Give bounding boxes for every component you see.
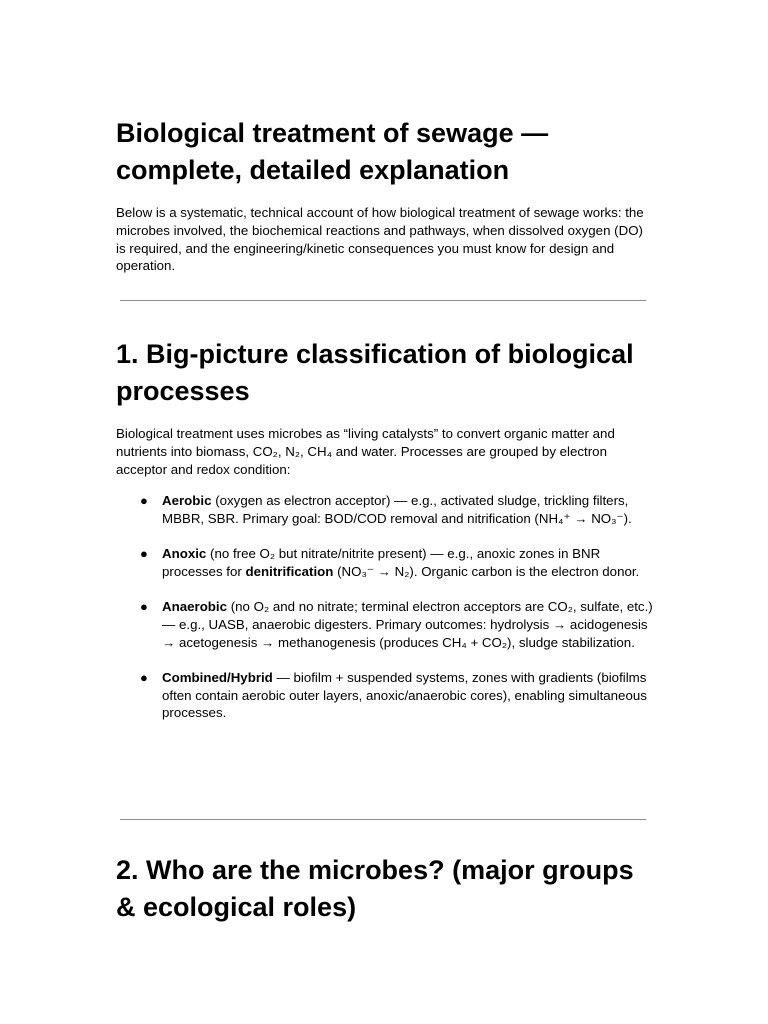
section-2-heading: 2. Who are the microbes? (major groups & ecological roles) bbox=[116, 855, 634, 922]
bullet-text: (no O₂ and no nitrate; terminal electron acceptors are CO₂, sulfate, etc.) — e.g., UASB, anaerobic digesters. Primary outcomes: hydrolysis → acidogenesis → acetogenesis → methanogenesis (produces CH₄ + CO₂), sludge stabilization. bbox=[162, 598, 653, 650]
list-item-combined-hybrid bbox=[116, 669, 656, 722]
bullet-text: (no free O₂ but nitrate/nitrite present) — e.g., anoxic zones in BNR processes for bbox=[162, 545, 601, 579]
section-divider bbox=[120, 300, 646, 301]
bullet-term: Anoxic bbox=[162, 545, 207, 561]
bullet-inline-term: denitrification bbox=[245, 563, 334, 579]
list-item-anaerobic bbox=[116, 598, 656, 651]
bullet-dot-icon: ● bbox=[140, 669, 148, 685]
bullet-dot-icon: ● bbox=[140, 545, 148, 561]
section-divider bbox=[120, 819, 646, 820]
bullet-text: — biofilm + suspended systems, zones with gradients (biofilms often contain aerobic outer layers, anoxic/anaerobic cores), enabling simultaneous processes. bbox=[162, 669, 647, 721]
bullet-term: Anaerobic bbox=[162, 598, 228, 614]
bullet-text-continued: (NO₃⁻ → N₂). Organic carbon is the electron donor. bbox=[333, 563, 640, 579]
document-title: Biological treatment of sewage — complete, detailed explanation bbox=[116, 118, 549, 185]
bullet-term: Aerobic bbox=[162, 493, 212, 508]
bullet-text: (oxygen as electron acceptor) — e.g., activated sludge, trickling filters, MBBR, SBR. Primary goal: BOD/COD removal and nitrification (NH₄⁺ → NO₃⁻). bbox=[162, 493, 632, 526]
bullet-dot-icon: ● bbox=[140, 598, 148, 614]
bullet-term: Combined/Hybrid bbox=[162, 669, 273, 685]
list-item-aerobic bbox=[116, 492, 656, 528]
section-1-heading: 1. Big-picture classification of biological processes bbox=[116, 339, 634, 406]
section-1-paragraph: Biological treatment uses microbes as “living catalysts” to convert organic matter and nutrients into biomass, CO₂, N₂, CH₄ and water. Processes are grouped by electron acceptor and redox condition: bbox=[116, 426, 615, 477]
intro-paragraph: Below is a systematic, technical account of how biological treatment of sewage works: the microbes involved, the biochemical reactions and pathways, when dissolved oxygen (DO) is required, and the engineering/kinetic consequences you must know for design and operation. bbox=[116, 205, 644, 274]
list-item-anoxic bbox=[116, 545, 656, 581]
bullet-dot-icon: ● bbox=[140, 493, 148, 508]
process-classification-list bbox=[116, 492, 656, 740]
